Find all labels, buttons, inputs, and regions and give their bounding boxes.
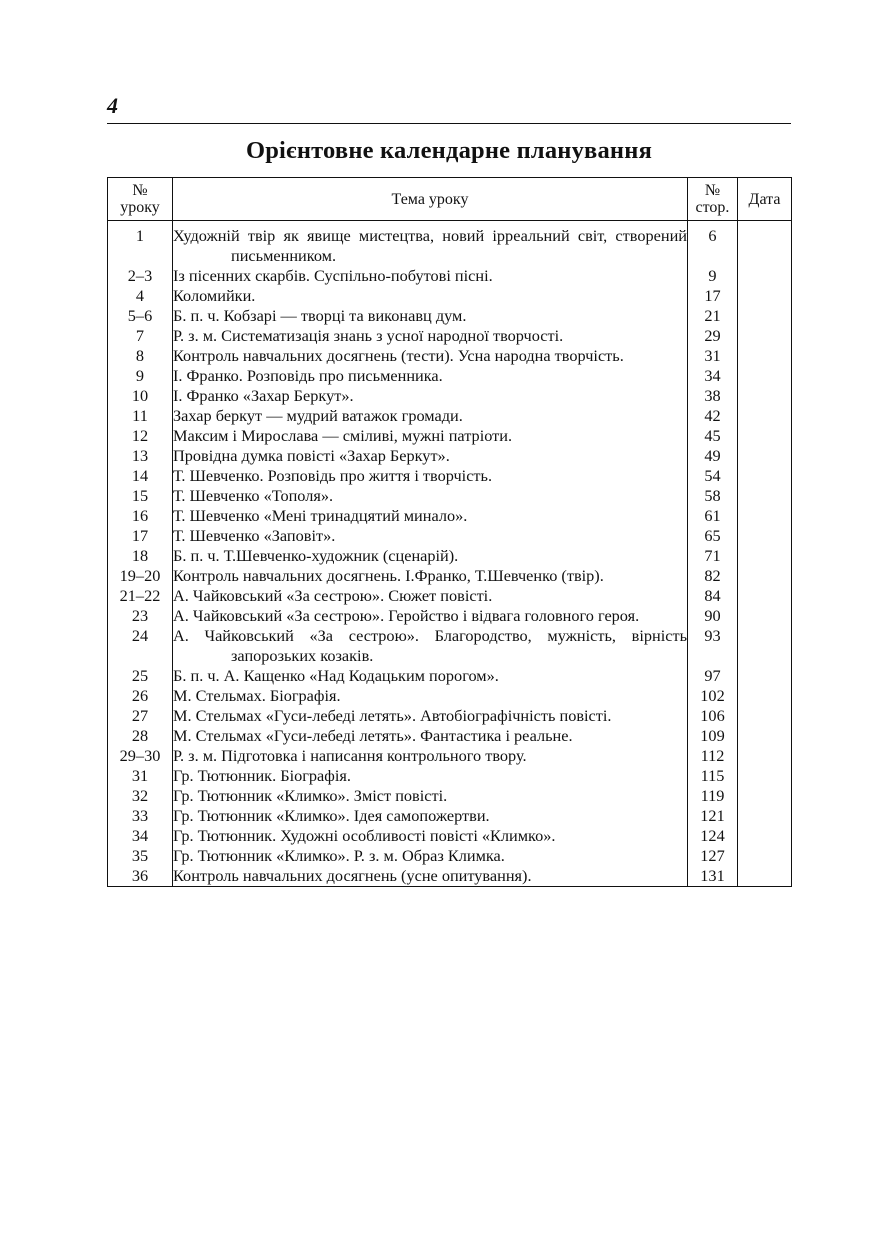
page-number-cell: 102 [688, 686, 738, 706]
lesson-topic-cell [173, 326, 688, 346]
lesson-number: 7 [108, 326, 173, 346]
lesson-topic: Т. Шевченко «Заповіт». [173, 526, 336, 545]
table-row [108, 806, 792, 826]
lesson-number: 32 [108, 786, 173, 806]
page-number-cell: 42 [688, 406, 738, 426]
date-cell [738, 546, 792, 566]
date-cell [738, 326, 792, 346]
table-row [108, 506, 792, 526]
page-number-cell: 106 [688, 706, 738, 726]
date-cell [738, 666, 792, 686]
header-lesson-number: № уроку [108, 178, 173, 221]
lesson-number: 16 [108, 506, 173, 526]
page-number-cell: 45 [688, 426, 738, 446]
date-cell [738, 366, 792, 386]
table-row [108, 766, 792, 786]
lesson-number: 29–30 [108, 746, 173, 766]
date-cell [738, 726, 792, 746]
lesson-number: 33 [108, 806, 173, 826]
lesson-topic-cell [173, 846, 688, 866]
table-row [108, 626, 792, 666]
lesson-number: 8 [108, 346, 173, 366]
page-number-cell: 34 [688, 366, 738, 386]
lesson-number: 13 [108, 446, 173, 466]
table-row [108, 221, 792, 267]
table-row [108, 266, 792, 286]
lesson-topic-cell [173, 306, 688, 326]
lesson-number: 35 [108, 846, 173, 866]
lesson-topic: Т. Шевченко. Розповідь про життя і творчість. [173, 466, 493, 485]
date-cell [738, 446, 792, 466]
lesson-topic: Художній твір як явище мистецтва, новий ірреальний світ, створений письменником. [173, 226, 687, 265]
lesson-plan-table [107, 177, 792, 887]
table-row [108, 446, 792, 466]
lesson-topic-cell [173, 706, 688, 726]
date-cell [738, 426, 792, 446]
page-number-cell: 124 [688, 826, 738, 846]
table-row [108, 846, 792, 866]
lesson-number: 1 [108, 221, 173, 267]
page-number: 4 [107, 93, 118, 118]
lesson-topic: Б. п. ч. Т.Шевченко-художник (сценарій). [173, 546, 459, 565]
lesson-topic: Контроль навчальних досягнень. І.Франко, Т.Шевченко (твір). [173, 566, 604, 585]
lesson-topic-cell [173, 866, 688, 887]
lesson-number: 5–6 [108, 306, 173, 326]
date-cell [738, 766, 792, 786]
table-row [108, 526, 792, 546]
page-number-cell: 9 [688, 266, 738, 286]
page-number-cell: 121 [688, 806, 738, 826]
lesson-topic-cell [173, 266, 688, 286]
table-row [108, 826, 792, 846]
table-row [108, 346, 792, 366]
lesson-topic-cell [173, 566, 688, 586]
page-number-cell: 119 [688, 786, 738, 806]
table-row [108, 706, 792, 726]
lesson-topic: Максим і Мирослава — сміливі, мужні патріоти. [173, 426, 513, 445]
lesson-topic: Коломийки. [173, 286, 256, 305]
date-cell [738, 606, 792, 626]
lesson-topic: Гр. Тютюнник. Біографія. [173, 766, 351, 785]
lesson-topic-cell [173, 406, 688, 426]
table-row [108, 586, 792, 606]
lesson-topic-cell [173, 686, 688, 706]
table-row [108, 426, 792, 446]
table-row [108, 786, 792, 806]
lesson-topic: Контроль навчальних досягнень (усне опитування). [173, 866, 532, 885]
header-date: Дата [738, 178, 792, 221]
date-cell [738, 346, 792, 366]
lesson-topic-cell [173, 446, 688, 466]
lesson-topic-cell [173, 386, 688, 406]
lesson-topic-cell [173, 586, 688, 606]
page-number-cell: 21 [688, 306, 738, 326]
page-number-cell: 71 [688, 546, 738, 566]
lesson-topic: Гр. Тютюнник. Художні особливості повісті «Климко». [173, 826, 556, 845]
lesson-number: 31 [108, 766, 173, 786]
table-row [108, 286, 792, 306]
lesson-topic-cell [173, 786, 688, 806]
table-row [108, 386, 792, 406]
lesson-number: 18 [108, 546, 173, 566]
lesson-topic: І. Франко «Захар Беркут». [173, 386, 354, 405]
lesson-topic-cell [173, 666, 688, 686]
table-row [108, 606, 792, 626]
table-row [108, 746, 792, 766]
lesson-topic-cell [173, 606, 688, 626]
lesson-number: 23 [108, 606, 173, 626]
lesson-topic: Т. Шевченко «Мені тринадцятий минало». [173, 506, 468, 525]
page-number-cell: 17 [688, 286, 738, 306]
lesson-topic: Б. п. ч. Кобзарі — творці та виконавц дум. [173, 306, 467, 325]
lesson-number: 28 [108, 726, 173, 746]
lesson-topic-cell [173, 346, 688, 366]
lesson-topic: Захар беркут — мудрий ватажок громади. [173, 406, 463, 425]
lesson-number: 26 [108, 686, 173, 706]
table-row [108, 566, 792, 586]
page-number-cell: 109 [688, 726, 738, 746]
date-cell [738, 566, 792, 586]
date-cell [738, 826, 792, 846]
lesson-number: 4 [108, 286, 173, 306]
date-cell [738, 286, 792, 306]
lesson-topic: Гр. Тютюнник «Климко». Р. з. м. Образ Климка. [173, 846, 505, 865]
date-cell [738, 386, 792, 406]
date-cell [738, 746, 792, 766]
lesson-topic-cell [173, 366, 688, 386]
lesson-number: 19–20 [108, 566, 173, 586]
lesson-topic: А. Чайковський «За сестрою». Сюжет повісті. [173, 586, 493, 605]
lesson-topic: Т. Шевченко «Тополя». [173, 486, 334, 505]
page-number-cell: 6 [688, 221, 738, 267]
date-cell [738, 526, 792, 546]
page-number-cell: 127 [688, 846, 738, 866]
header-lesson-topic: Тема уроку [173, 178, 688, 221]
page-number-cell: 97 [688, 666, 738, 686]
lesson-topic: М. Стельмах «Гуси-лебеді летять». Фантастика і реальне. [173, 726, 573, 745]
lesson-number: 34 [108, 826, 173, 846]
lesson-topic: Із пісенних скарбів. Суспільно-побутові пісні. [173, 266, 493, 285]
page-number-cell: 82 [688, 566, 738, 586]
page-number-cell: 29 [688, 326, 738, 346]
lesson-topic-cell [173, 526, 688, 546]
lesson-topic-cell [173, 286, 688, 306]
header-page-number: № стор. [688, 178, 738, 221]
date-cell [738, 586, 792, 606]
lesson-number: 11 [108, 406, 173, 426]
lesson-topic: Провідна думка повісті «Захар Беркут». [173, 446, 450, 465]
lesson-topic: Б. п. ч. А. Кащенко «Над Кодацьким порогом». [173, 666, 499, 685]
date-cell [738, 466, 792, 486]
page-number-cell: 54 [688, 466, 738, 486]
lesson-topic: Р. з. м. Систематизація знань з усної народної творчості. [173, 326, 564, 345]
page-number-cell: 112 [688, 746, 738, 766]
date-cell [738, 786, 792, 806]
page-number-cell: 115 [688, 766, 738, 786]
table-row [108, 466, 792, 486]
date-cell [738, 506, 792, 526]
lesson-number: 15 [108, 486, 173, 506]
lesson-number: 25 [108, 666, 173, 686]
page-number-cell: 49 [688, 446, 738, 466]
table-row [108, 326, 792, 346]
table-row [108, 686, 792, 706]
lesson-topic: Контроль навчальних досягнень (тести). Усна народна творчість. [173, 346, 624, 365]
lesson-topic-cell [173, 626, 688, 666]
lesson-topic: А. Чайковський «За сестрою». Благородство, мужність, вірність запорозьких козаків. [173, 626, 687, 665]
page-number-cell: 65 [688, 526, 738, 546]
lesson-topic: Р. з. м. Підготовка і написання контрольного твору. [173, 746, 527, 765]
table-row [108, 666, 792, 686]
table-row [108, 546, 792, 566]
table-row [108, 406, 792, 426]
lesson-topic: А. Чайковський «За сестрою». Геройство і відвага головного героя. [173, 606, 640, 625]
lesson-number: 2–3 [108, 266, 173, 286]
lesson-topic: М. Стельмах «Гуси-лебеді летять». Автобіографічність повісті. [173, 706, 612, 725]
lesson-topic-cell [173, 506, 688, 526]
date-cell [738, 866, 792, 887]
table-row [108, 306, 792, 326]
lesson-topic-cell [173, 726, 688, 746]
date-cell [738, 221, 792, 267]
page-number-cell: 90 [688, 606, 738, 626]
lesson-topic-cell [173, 426, 688, 446]
lesson-number: 12 [108, 426, 173, 446]
date-cell [738, 806, 792, 826]
lesson-topic-cell [173, 221, 688, 267]
page-number-cell: 31 [688, 346, 738, 366]
lesson-topic-cell [173, 766, 688, 786]
lesson-number: 10 [108, 386, 173, 406]
page-number-cell: 58 [688, 486, 738, 506]
table-row [108, 486, 792, 506]
lesson-number: 17 [108, 526, 173, 546]
page-number-cell: 93 [688, 626, 738, 666]
lesson-topic-cell [173, 466, 688, 486]
lesson-number: 36 [108, 866, 173, 887]
page-number-cell: 131 [688, 866, 738, 887]
lesson-topic-cell [173, 546, 688, 566]
header-rule [107, 123, 791, 124]
lesson-number: 27 [108, 706, 173, 726]
date-cell [738, 266, 792, 286]
lesson-topic: І. Франко. Розповідь про письменника. [173, 366, 443, 385]
lesson-topic-cell [173, 826, 688, 846]
lesson-topic-cell [173, 746, 688, 766]
lesson-topic: Гр. Тютюнник «Климко». Зміст повісті. [173, 786, 448, 805]
date-cell [738, 686, 792, 706]
lesson-topic-cell [173, 486, 688, 506]
lesson-number: 9 [108, 366, 173, 386]
date-cell [738, 846, 792, 866]
lesson-topic: М. Стельмах. Біографія. [173, 686, 341, 705]
lesson-number: 14 [108, 466, 173, 486]
table-row [108, 866, 792, 887]
date-cell [738, 626, 792, 666]
lesson-topic-cell [173, 806, 688, 826]
page-number-cell: 61 [688, 506, 738, 526]
table-header-row [108, 178, 792, 221]
page-number-cell: 38 [688, 386, 738, 406]
table-row [108, 726, 792, 746]
lesson-number: 24 [108, 626, 173, 666]
lesson-number: 21–22 [108, 586, 173, 606]
page-number-cell: 84 [688, 586, 738, 606]
table-row [108, 366, 792, 386]
page-title: Орієнтовне календарне планування [245, 137, 653, 164]
date-cell [738, 486, 792, 506]
date-cell [738, 406, 792, 426]
lesson-topic: Гр. Тютюнник «Климко». Ідея самопожертви. [173, 806, 490, 825]
date-cell [738, 306, 792, 326]
date-cell [738, 706, 792, 726]
